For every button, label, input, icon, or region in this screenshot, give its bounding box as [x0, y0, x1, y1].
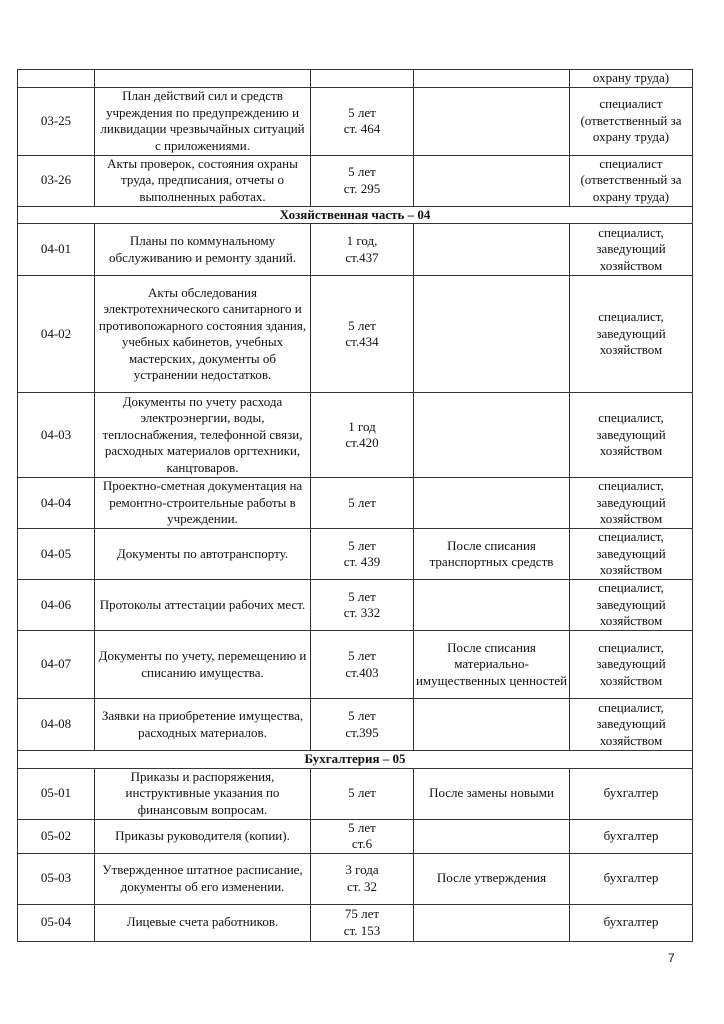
cell-note — [414, 904, 570, 941]
cell-term: 5 лет ст.6 — [311, 819, 414, 853]
cell-term: 5 лет ст.434 — [311, 276, 414, 393]
cell-term: 75 лет ст. 153 — [311, 904, 414, 941]
cell-note — [414, 393, 570, 478]
cell-code: 05-04 — [18, 904, 95, 941]
cell-note: После списания транспортных средств — [414, 529, 570, 580]
cell-code: 04-02 — [18, 276, 95, 393]
cell-responsible: специалист, заведующий хозяйством — [570, 631, 693, 699]
cell-code: 04-04 — [18, 478, 95, 529]
section-heading: Хозяйственная часть – 04 — [18, 206, 693, 224]
cell-title: Приказы руководителя (копии). — [95, 819, 311, 853]
table-row — [18, 155, 693, 206]
cell-term: 5 лет ст. 332 — [311, 580, 414, 631]
section-row — [18, 751, 693, 769]
cell-term — [311, 70, 414, 88]
table-row — [18, 699, 693, 751]
cell-responsible: бухгалтер — [570, 768, 693, 819]
cell-responsible: охрану труда) — [570, 70, 693, 88]
cell-title: Утвержденное штатное расписание, документы об его изменении. — [95, 853, 311, 904]
cell-title: Документы по учету расхода электроэнергии, воды, теплоснабжения, телефонной связи, расходных материалов оргтехники, канцтоваров. — [95, 393, 311, 478]
cell-code: 04-05 — [18, 529, 95, 580]
cell-responsible: специалист (ответственный за охрану труда) — [570, 155, 693, 206]
cell-title: Планы по коммунальному обслуживанию и ремонту зданий. — [95, 224, 311, 276]
table-row — [18, 393, 693, 478]
cell-note: После утверждения — [414, 853, 570, 904]
section-heading: Бухгалтерия – 05 — [18, 751, 693, 769]
cell-term: 1 год ст.420 — [311, 393, 414, 478]
table-row — [18, 904, 693, 941]
cell-term: 5 лет — [311, 478, 414, 529]
cell-title: Акты обследования электротехнического санитарного и противопожарного состояния здания, учебных кабинетов, учебных мастерских, документы об устранении недостатков. — [95, 276, 311, 393]
cell-note — [414, 155, 570, 206]
cell-title: Лицевые счета работников. — [95, 904, 311, 941]
cell-code: 05-01 — [18, 768, 95, 819]
cell-title: Проектно-сметная документация на ремонтно-строительные работы в учреждении. — [95, 478, 311, 529]
cell-note: После замены новыми — [414, 768, 570, 819]
cell-term: 5 лет ст. 439 — [311, 529, 414, 580]
cell-term: 5 лет ст.403 — [311, 631, 414, 699]
cell-code: 03-26 — [18, 155, 95, 206]
cell-term: 5 лет ст. 464 — [311, 87, 414, 155]
cell-title — [95, 70, 311, 88]
cell-responsible: специалист, заведующий хозяйством — [570, 529, 693, 580]
cell-note — [414, 819, 570, 853]
table-row — [18, 768, 693, 819]
cell-title: Документы по учету, перемещению и списанию имущества. — [95, 631, 311, 699]
cell-code: 04-07 — [18, 631, 95, 699]
table-row — [18, 580, 693, 631]
cell-title: Приказы и распоряжения, инструктивные указания по финансовым вопросам. — [95, 768, 311, 819]
table-row — [18, 529, 693, 580]
table-row — [18, 87, 693, 155]
cell-title: Заявки на приобретение имущества, расходных материалов. — [95, 699, 311, 751]
cell-note — [414, 580, 570, 631]
table-row — [18, 224, 693, 276]
table-row — [18, 853, 693, 904]
page-number: 7 — [668, 951, 675, 965]
cell-term: 3 года ст. 32 — [311, 853, 414, 904]
cell-term: 5 лет ст.395 — [311, 699, 414, 751]
cell-code: 04-01 — [18, 224, 95, 276]
cell-term: 1 год, ст.437 — [311, 224, 414, 276]
cell-code: 04-03 — [18, 393, 95, 478]
cell-code: 05-02 — [18, 819, 95, 853]
cell-note — [414, 699, 570, 751]
cell-code: 04-06 — [18, 580, 95, 631]
cell-note — [414, 70, 570, 88]
cell-term: 5 лет ст. 295 — [311, 155, 414, 206]
cell-responsible: специалист, заведующий хозяйством — [570, 393, 693, 478]
cell-responsible: специалист, заведующий хозяйством — [570, 478, 693, 529]
cell-responsible: бухгалтер — [570, 819, 693, 853]
cell-note: После списания материально-имущественных ценностей — [414, 631, 570, 699]
cell-note — [414, 478, 570, 529]
records-table — [17, 69, 693, 942]
table-row — [18, 478, 693, 529]
cell-responsible: бухгалтер — [570, 853, 693, 904]
cell-responsible: специалист, заведующий хозяйством — [570, 276, 693, 393]
cell-responsible: специалист, заведующий хозяйством — [570, 580, 693, 631]
cell-code — [18, 70, 95, 88]
cell-title: Документы по автотранспорту. — [95, 529, 311, 580]
cell-note — [414, 87, 570, 155]
cell-responsible: специалист, заведующий хозяйством — [570, 224, 693, 276]
cell-responsible: специалист, заведующий хозяйством — [570, 699, 693, 751]
cell-code: 04-08 — [18, 699, 95, 751]
cell-term: 5 лет — [311, 768, 414, 819]
cell-title: План действий сил и средств учреждения по предупреждению и ликвидации чрезвычайных ситуаций с приложениями. — [95, 87, 311, 155]
cell-responsible: бухгалтер — [570, 904, 693, 941]
section-row — [18, 206, 693, 224]
cell-code: 03-25 — [18, 87, 95, 155]
table-row — [18, 70, 693, 88]
table-row — [18, 819, 693, 853]
cell-title: Протоколы аттестации рабочих мест. — [95, 580, 311, 631]
table-row — [18, 276, 693, 393]
cell-code: 05-03 — [18, 853, 95, 904]
cell-title: Акты проверок, состояния охраны труда, предписания, отчеты о выполненных работах. — [95, 155, 311, 206]
table-row — [18, 631, 693, 699]
cell-responsible: специалист (ответственный за охрану труда) — [570, 87, 693, 155]
cell-note — [414, 224, 570, 276]
cell-note — [414, 276, 570, 393]
